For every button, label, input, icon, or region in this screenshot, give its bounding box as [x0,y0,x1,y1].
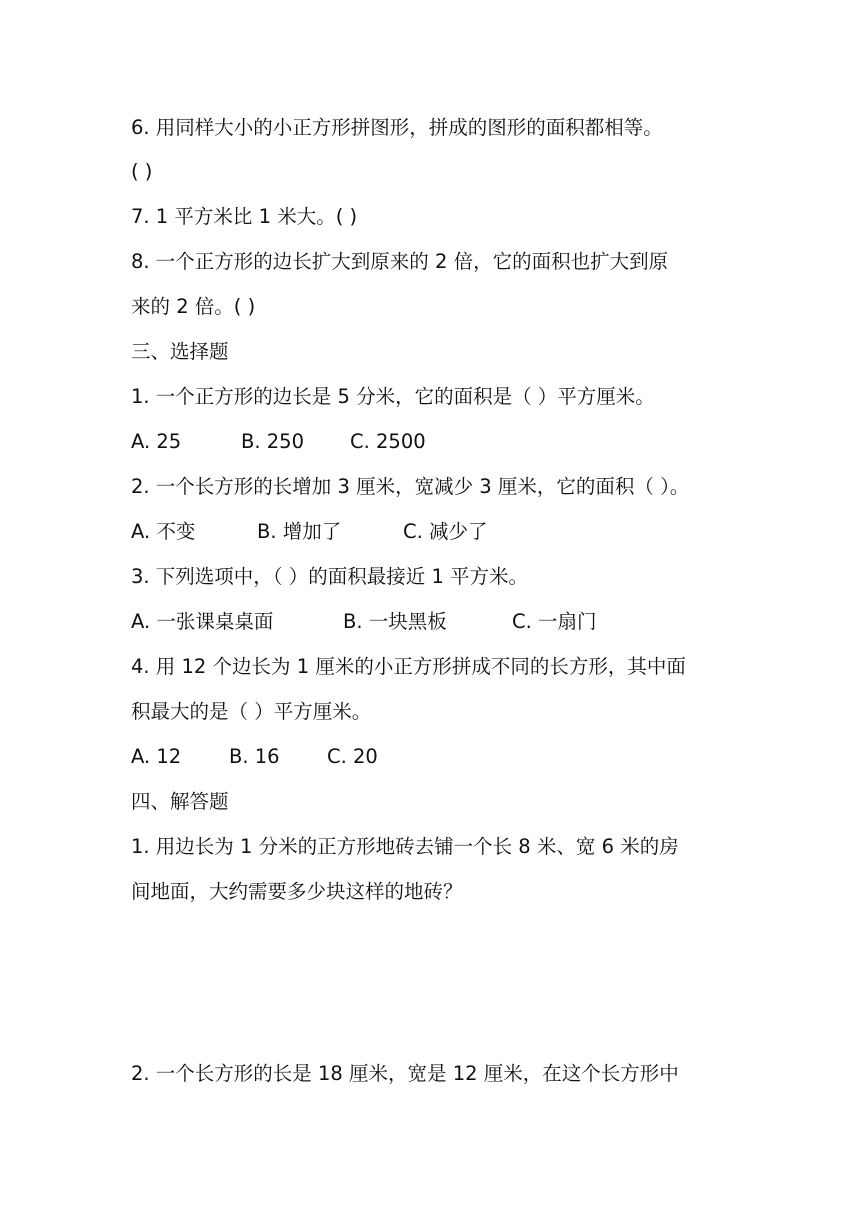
answer-q1-line2: 间地面，大约需要多少块这样的地砖？ [131,880,463,903]
choice-q1-option-c: C. 2500 [350,430,426,453]
judgment-q8-line2: 来的 2 倍。( ) [131,295,256,318]
choice-q4-option-c: C. 20 [327,745,378,768]
judgment-q6-line2: ( ) [131,160,153,183]
judgment-q7: 7. 1 平方米比 1 米大。( ) [131,205,358,228]
section-heading-answer: 四、解答题 [131,790,229,813]
answer-q1-line1: 1. 用边长为 1 分米的正方形地砖去铺一个长 8 米、宽 6 米的房 [131,835,679,858]
choice-q4-stem-line1: 4. 用 12 个边长为 1 厘米的小正方形拼成不同的长方形，其中面 [131,655,686,678]
choice-q4-option-b: B. 16 [229,745,280,768]
choice-q3-stem: 3. 下列选项中，（ ）的面积最接近 1 平方米。 [131,565,529,588]
choice-q1-stem: 1. 一个正方形的边长是 5 分米，它的面积是（ ）平方厘米。 [131,385,655,408]
choice-q2-stem: 2. 一个长方形的长增加 3 厘米，宽减少 3 厘米，它的面积（ ）。 [131,475,690,498]
choice-q3-option-c: C. 一扇门 [512,610,597,633]
choice-q4-option-a: A. 12 [131,745,182,768]
judgment-q6-line1: 6. 用同样大小的小正方形拼图形，拼成的图形的面积都相等。 [131,116,663,139]
choice-q2-option-b: B. 增加了 [257,520,342,543]
choice-q3-option-b: B. 一块黑板 [343,610,447,633]
answer-q2-line1: 2. 一个长方形的长是 18 厘米，宽是 12 厘米，在这个长方形中 [131,1062,679,1085]
choice-q1-option-a: A. 25 [131,430,182,453]
choice-q3-option-a: A. 一张课桌桌面 [131,610,274,633]
choice-q2-option-a: A. 不变 [131,520,196,543]
choice-q2-option-c: C. 减少了 [403,520,488,543]
section-heading-choice: 三、选择题 [131,340,229,363]
choice-q1-option-b: B. 250 [241,430,304,453]
choice-q4-stem-line2: 积最大的是（ ）平方厘米。 [131,700,372,723]
judgment-q8-line1: 8. 一个正方形的边长扩大到原来的 2 倍，它的面积也扩大到原 [131,250,669,273]
